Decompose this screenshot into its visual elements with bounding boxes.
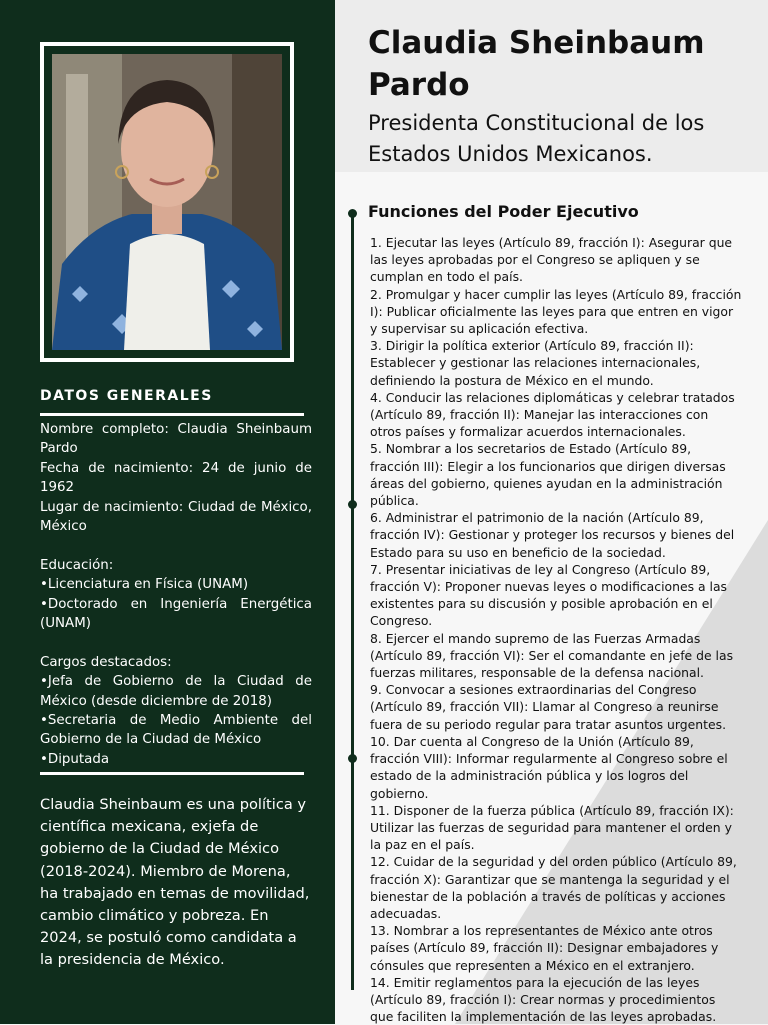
funcion-item: 4. Conducir las relaciones diplomáticas y celebrar tratados (Artículo 89, fracción II): Manejar las interacciones con otros países y formalizar acuerdos internacionales. (370, 389, 735, 440)
left-panel (0, 0, 335, 1024)
timeline-dot (348, 209, 357, 218)
cargos-label: Cargos destacados: (40, 654, 172, 670)
profile-role: Presidenta Constitucional de los Estados Unidos Mexicanos. (368, 111, 705, 166)
biography: Claudia Sheinbaum es una política y científica mexicana, exjefa de gobierno de la Ciudad de México (2018-2024). Miembro de Morena, ha trabajado en temas de movilidad, cambio climático y pobreza. En 2024, se postuló como candidata a la presidencia de México. (40, 796, 310, 969)
funcion-item: 7. Presentar iniciativas de ley al Congreso (Artículo 89, fracción V): Proponer nuevas leyes o modificaciones a las existentes para su discusión y posible aprobación en el Congreso. (370, 561, 728, 629)
nombre-completo: Nombre completo: Claudia Sheinbaum Pardo (40, 422, 312, 457)
divider (40, 413, 304, 416)
portrait-frame (40, 42, 294, 362)
funcion-item: 9. Convocar a sesiones extraordinarias del Congreso (Artículo 89, fracción VII): Llamar al Congreso a reunirse fuera de su periodo regular para tratar asuntos urgentes. (370, 682, 727, 732)
funcion-item: 12. Cuidar de la seguridad y del orden público (Artículo 89, fracción X): Garantizar que se mantenga la seguridad y el bienestar de la población a través de políticas y acciones adecuadas. (370, 854, 737, 921)
educacion-item: •Licenciatura en Física (UNAM) (40, 577, 249, 593)
educacion-label: Educación: (40, 557, 114, 573)
educacion-item: •Doctorado en Ingeniería Energética (UNAM) (40, 596, 312, 632)
cargo-item: •Jefa de Gobierno de la Ciudad de México (desde diciembre de 2018) (40, 674, 312, 709)
fecha-nacimiento: Fecha de nacimiento: 24 de junio de 1962 (40, 460, 312, 496)
funcion-item: 5. Nombrar a los secretarios de Estado (Artículo 89, fracción III): Elegir a los funcionarios que dirigen diversas áreas del gobierno, quienes ayudan en la administración pública. (370, 441, 726, 509)
lugar-nacimiento: Lugar de nacimiento: Ciudad de México, México (40, 499, 312, 535)
funciones-title: Funciones del Poder Ejecutivo (368, 202, 639, 221)
timeline-line (351, 210, 354, 990)
cargo-item: •Secretaria de Medio Ambiente del Gobierno de la Ciudad de México (40, 713, 312, 748)
datos-generales-heading: DATOS GENERALES (40, 388, 213, 404)
funcion-item: 3. Dirigir la política exterior (Artículo 89, fracción II): Establecer y gestionar las relaciones internacionales, definiendo la postura de México en el mundo. (370, 338, 701, 388)
funcion-item: 8. Ejercer el mando supremo de las Fuerzas Armadas (Artículo 89, fracción VI): Ser el comandante en jefe de las fuerzas militares, responsable de la defensa nacional. (370, 630, 734, 681)
funcion-item: 2. Promulgar y hacer cumplir las leyes (Artículo 89, fracción I): Publicar oficialmente las leyes para que entren en vigor y supervisar su aplicación efectiva. (370, 286, 742, 337)
portrait-photo (52, 54, 282, 350)
funcion-item: 10. Dar cuenta al Congreso de la Unión (Artículo 89, fracción VIII): Informar regularmente al Congreso sobre el estado de la administración pública y los logros del gobierno. (370, 733, 728, 801)
funcion-item: 1. Ejecutar las leyes (Artículo 89, fracción I): Asegurar que las leyes aprobadas por el Congreso se apliquen y se cumplan en todo el país. (370, 235, 733, 285)
profile-name: Claudia Sheinbaum Pardo (368, 25, 705, 103)
cargo-item: •Diputada (40, 751, 110, 767)
timeline-dot (348, 500, 357, 509)
funcion-item: 11. Disponer de la fuerza pública (Artículo 89, fracción IX): Utilizar las fuerzas de seguridad para mantener el orden y la paz en el país. (370, 802, 734, 853)
funcion-item: 6. Administrar el patrimonio de la nación (Artículo 89, fracción IV): Gestionar y proteger los recursos y bienes del Estado para su uso en beneficio de la sociedad. (370, 510, 735, 560)
datos-generales (40, 420, 312, 769)
funcion-item: 14. Emitir reglamentos para la ejecución de las leyes (Artículo 89, fracción I): Crear normas y procedimientos que faciliten la implementación de las leyes aprobadas. (370, 974, 717, 1025)
timeline-dot (348, 754, 357, 763)
funcion-item: 13. Nombrar a los representantes de México ante otros países (Artículo 89, fracción II): Designar embajadores y cónsules que representen a México en el extranjero. (370, 923, 719, 973)
divider (40, 772, 304, 775)
funciones-list (370, 234, 742, 1025)
